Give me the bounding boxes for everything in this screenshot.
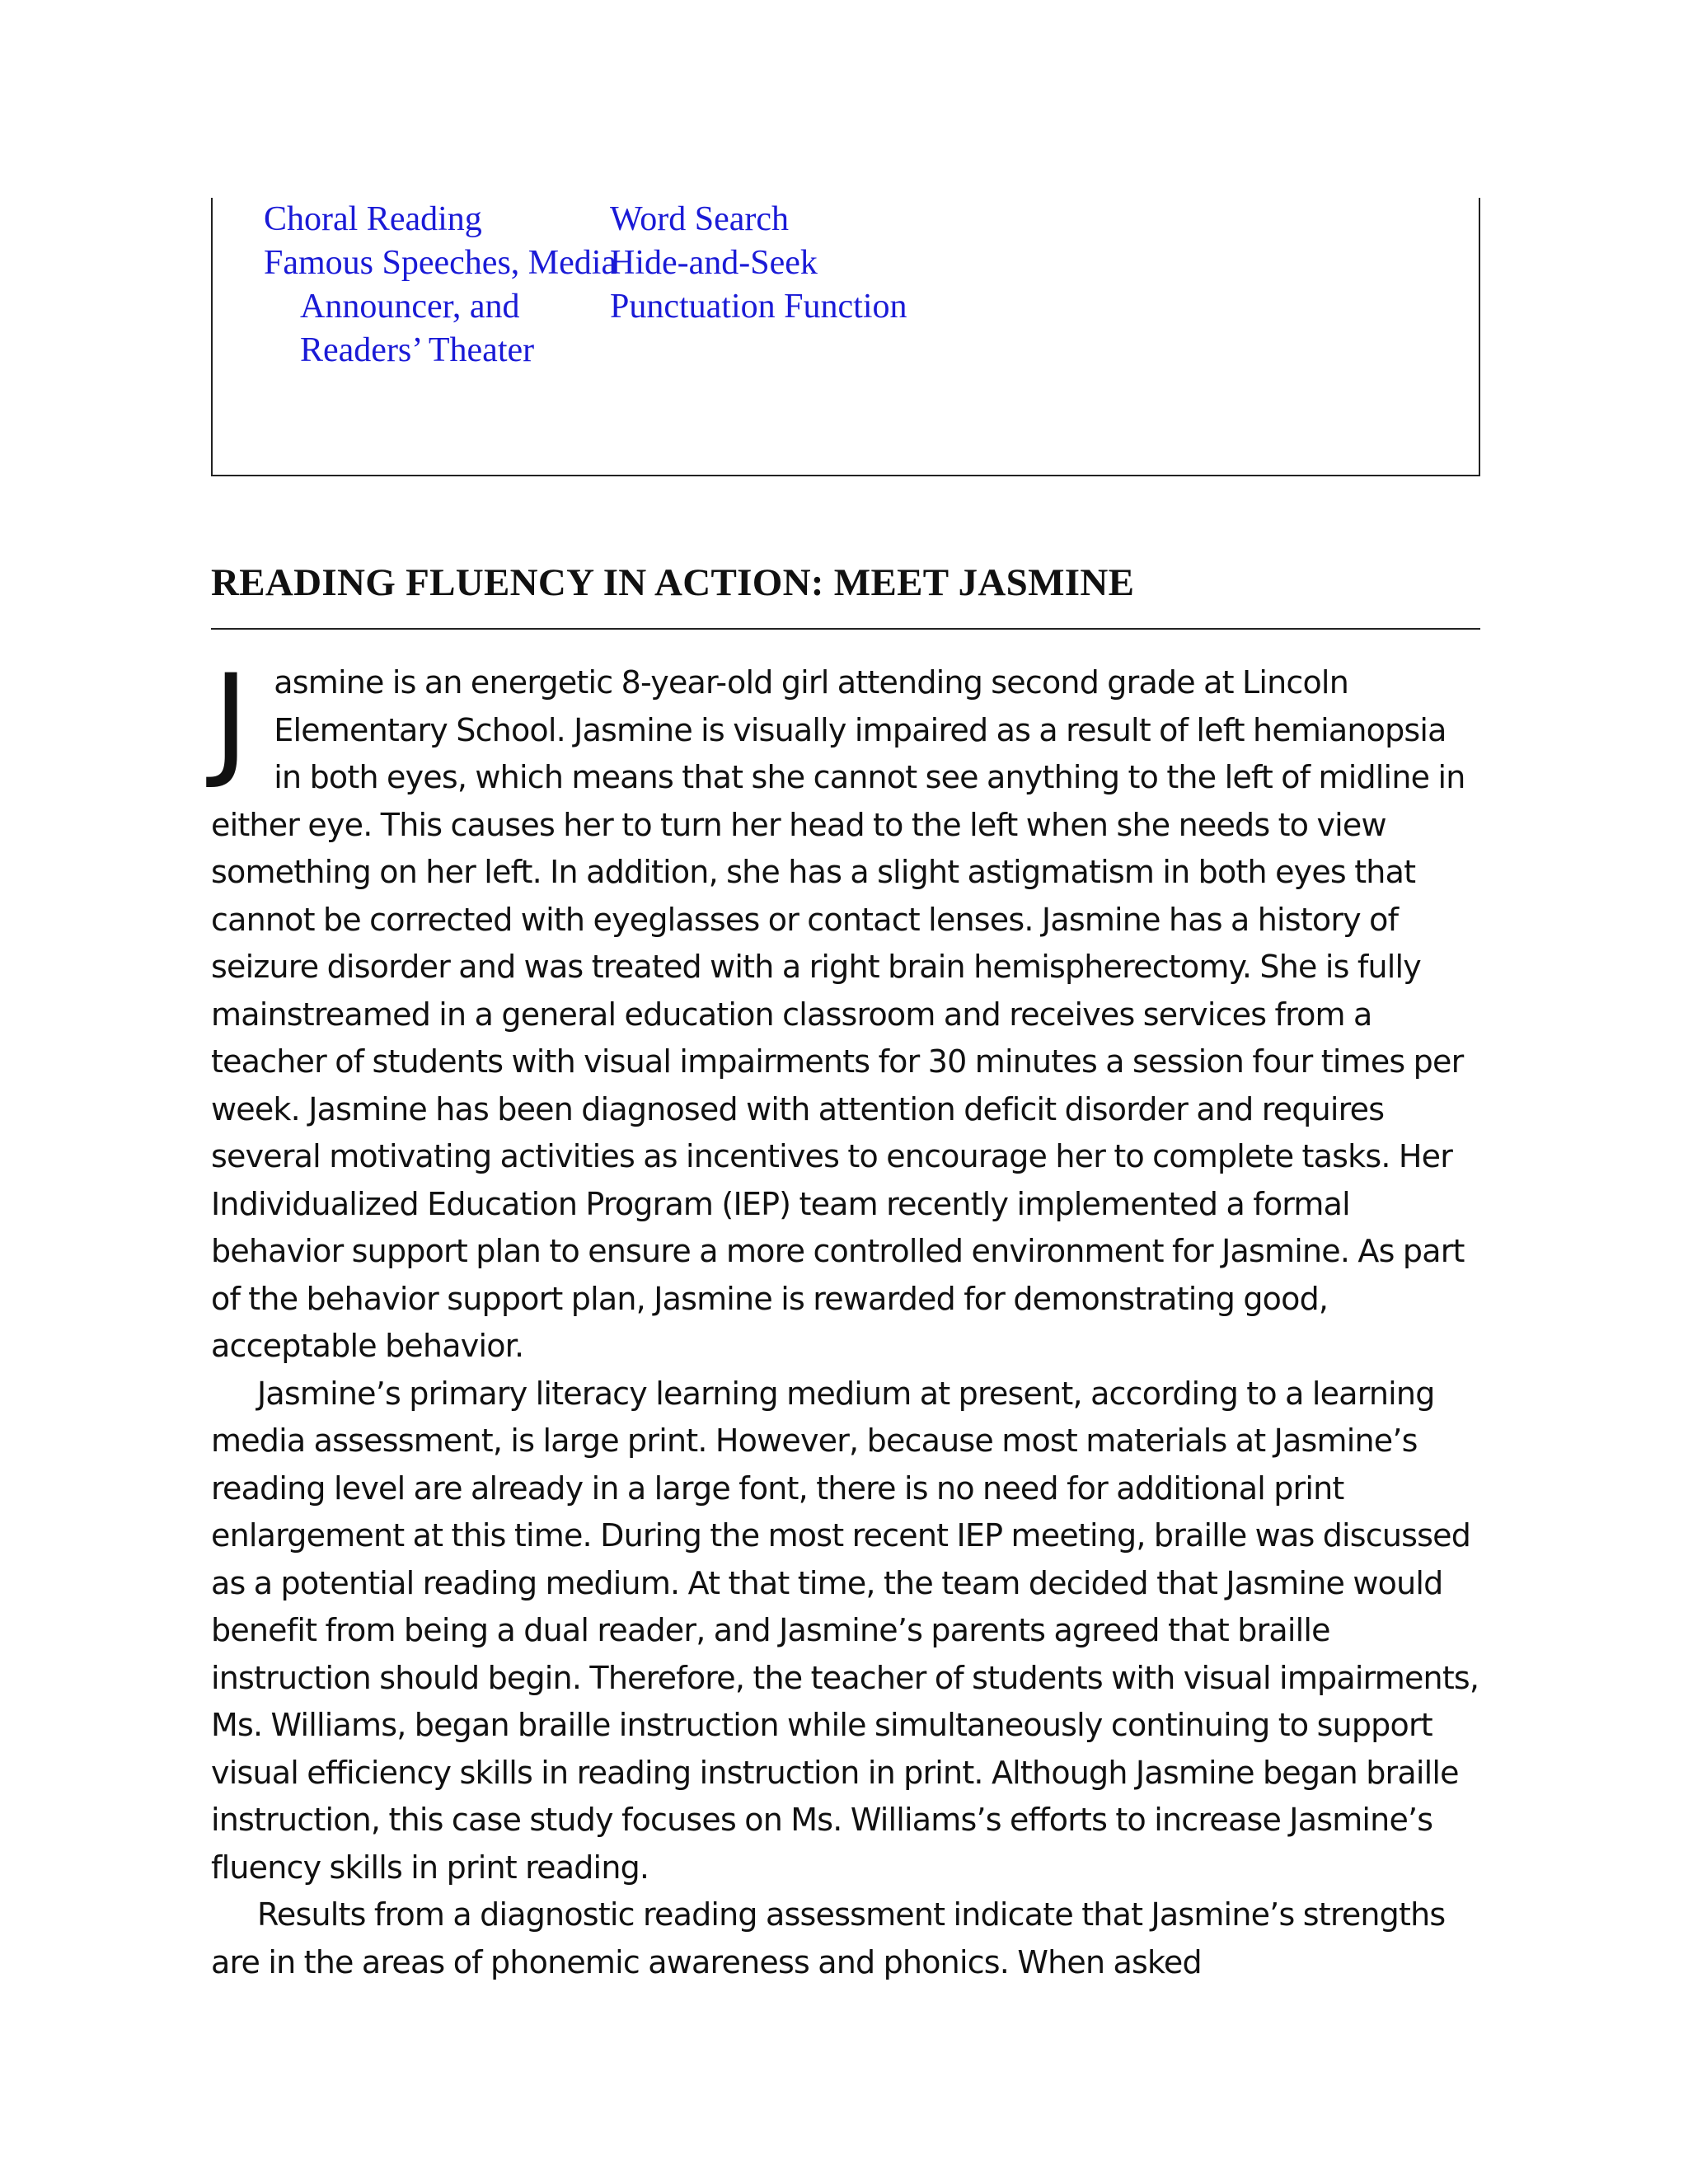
activity-column-2: [610, 198, 1091, 329]
activity-item[interactable]: [264, 241, 623, 373]
activity-column-1: [264, 198, 623, 373]
paragraph-3: Results from a diagnostic reading assessment indicate that Jasmine’s strengths are in the areas of phonemic awareness and phonics. When asked: [211, 1896, 1446, 1980]
activity-link-hide-and-seek[interactable]: Hide-and-Seek: [610, 244, 818, 282]
paragraph-2: Jasmine’s primary literacy learning medium at present, according to a learning media assessment, is large print. However, because most materials at Jasmine’s reading level are already in a large font, there is no need for additional print enlargement at this time. During the most recent IEP meeting, braille was discussed as a potential reading medium. At that time, the team decided that Jasmine would benefit from being a dual reader, and Jasmine’s parents agreed that braille instruction should begin. Therefore, the teacher of students with visual impairments, Ms. Williams, began braille instruction while simultaneously continuing to support visual efficiency skills in reading instruction in print. Although Jasmine began braille instruction, this case study focuses on Ms. Williams’s efforts to increase Jasmine’s fluency skills in print reading.: [211, 1375, 1479, 1886]
section-heading: READING FLUENCY IN ACTION: MEET JASMINE: [211, 561, 1135, 604]
activity-item[interactable]: [610, 198, 1091, 241]
activity-list-box: [211, 198, 1480, 476]
activity-item[interactable]: [264, 198, 623, 241]
article-body: [211, 649, 1480, 1986]
heading-rule: [211, 628, 1480, 630]
activity-link-famous-speeches[interactable]: Famous Speeches, Media Announcer, and Readers’ Theater: [264, 244, 617, 369]
drop-cap: J: [213, 649, 250, 792]
activity-link-word-search[interactable]: Word Search: [610, 200, 790, 238]
activity-link-choral-reading[interactable]: Choral Reading: [264, 200, 482, 238]
paragraph-1: [211, 649, 1480, 1371]
activity-link-punctuation-function[interactable]: Punctuation Function: [610, 288, 907, 326]
activity-item[interactable]: [610, 285, 1091, 329]
paragraph-1-text: asmine is an energetic 8-year-old girl attending second grade at Lincoln Elementary School. Jasmine is visually impaired as a result of left hemianopsia in both eyes, which means that she cannot see anything to the left of midline in either eye. This causes her to turn her head to the left when she needs to view something on her left. In addition, she has a slight astigmatism in both eyes that cannot be corrected with eyeglasses or contact lenses. Jasmine has a history of seizure disorder and was treated with a right brain hemispherectomy. She is fully mainstreamed in a general education classroom and receives services from a teacher of students with visual impairments for 30 minutes a session four times per week. Jasmine has been diagnosed with attention deficit disorder and requires several motivating activities as incentives to encourage her to complete tasks. Her Individualized Education Program (IEP) team recently implemented a formal behavior support plan to ensure a more controlled environment for Jasmine. As part of the behavior support plan, Jasmine is rewarded for demonstrating good, acceptable behavior.: [211, 664, 1465, 1364]
activity-item[interactable]: [610, 241, 1091, 285]
